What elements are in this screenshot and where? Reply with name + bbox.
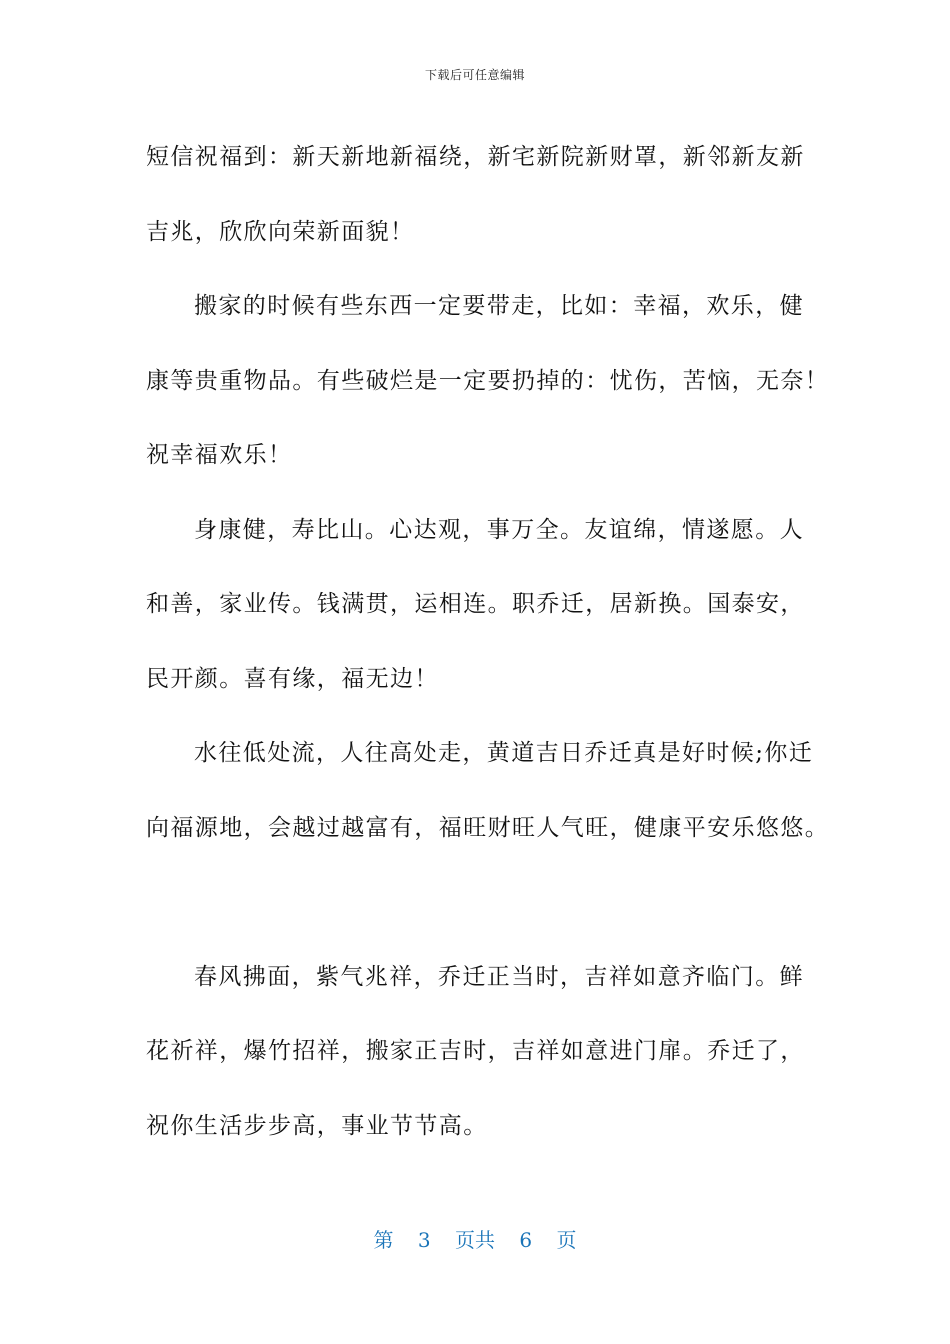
current-page-number: 3: [417, 1228, 431, 1252]
page-label-prefix: 第: [373, 1228, 394, 1252]
paragraph-line: 吉兆，欣欣向荣新面貌！: [146, 218, 415, 245]
page-label-mid: 页共: [455, 1228, 495, 1252]
header-note: 下载后可任意编辑: [424, 68, 525, 82]
paragraph-line: 和善，家业传。钱满贯，运相连。职乔迁，居新换。国泰安，: [146, 591, 805, 617]
paragraph-line: 花祈祥，爆竹招祥，搬家正吉时，吉祥如意进门扉。乔迁了，: [146, 1038, 805, 1064]
paragraph-line: 民开颜。喜有缘，福无边！: [146, 665, 439, 692]
paragraph-line: 春风拂面，紫气兆祥，乔迁正当时，吉祥如意齐临门。鲜: [194, 963, 804, 990]
paragraph-4: [146, 716, 830, 865]
page-footer: [0, 1224, 950, 1253]
paragraph-2: [146, 269, 830, 493]
page-label-suffix: 页: [556, 1228, 577, 1252]
paragraph-line: 身康健，寿比山。心达观，事万全。友谊绵，情遂愿。人: [194, 516, 804, 543]
paragraph-1: [146, 120, 811, 269]
paragraph-line: 搬家的时候有些东西一定要带走，比如：幸福，欢乐，健: [194, 293, 804, 319]
paragraph-line: 康等贵重物品。有些破烂是一定要扔掉的：忧伤，苦恼，无奈！: [146, 367, 830, 394]
document-body: [146, 120, 830, 1163]
paragraph-line: 水往低处流，人往高处走，黄道吉日乔迁真是好时候;你迁: [194, 740, 814, 766]
paragraph-line: 祝幸福欢乐！: [146, 442, 293, 468]
total-pages-number: 6: [519, 1228, 533, 1252]
paragraph-5: [146, 940, 811, 1164]
paragraph-line: 祝你生活步步高，事业节节高。: [146, 1112, 488, 1139]
paragraph-line: 短信祝福到：新天新地新福绕，新宅新院新财罩，新邻新友新: [146, 144, 805, 170]
paragraph-spacer: [146, 865, 811, 940]
paragraph-3: [146, 493, 811, 717]
paragraph-line: 向福源地，会越过越富有，福旺财旺人气旺，健康平安乐悠悠。: [146, 814, 830, 841]
